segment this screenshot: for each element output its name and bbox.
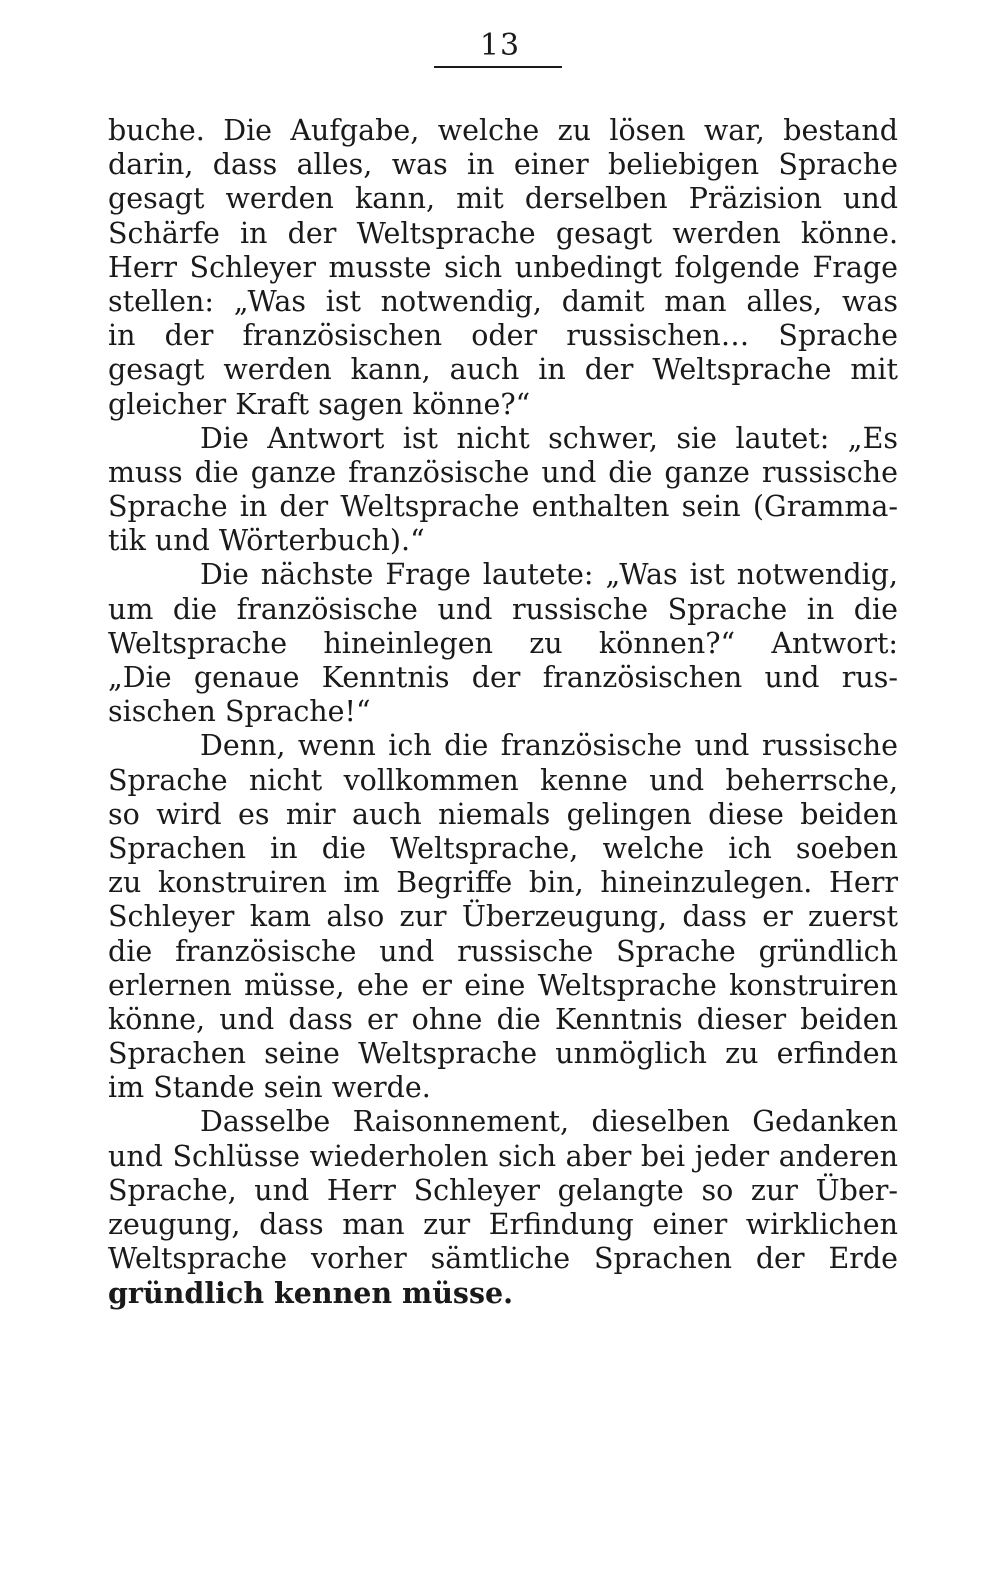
text-line: erlernen müsse, ehe er eine Weltsprache konstruiren [108,968,898,1002]
text-line: Sprache nicht vollkommen kenne und beherrsche, [108,763,898,797]
text-line: darin, dass alles, was in einer beliebigen Sprache [108,148,898,182]
text-line: in der französischen oder russischen… Sprache [108,319,898,353]
header-rule [434,66,562,68]
text-line: Schleyer kam also zur Überzeugung, dass er zuerst [108,900,898,934]
text-line: zu konstruiren im Begriffe bin, hineinzulegen. Herr [108,866,898,900]
text-line: um die französische und russische Sprache in die [108,592,898,626]
text-line: im Stande sein werde. [108,1071,431,1105]
text-line: Herr Schleyer musste sich unbedingt folgende Frage [108,250,898,284]
text-line: könne, und dass er ohne die Kenntnis dieser beiden [108,1002,898,1036]
text-line: gesagt werden kann, auch in der Weltsprache mit [108,353,898,387]
text-line: Sprache, und Herr Schleyer gelangte so zur Über- [108,1173,898,1207]
body-text [108,114,898,1311]
text-line: zeugung, dass man zur Erfindung einer wirklichen [108,1208,898,1241]
text-line: und Schlüsse wiederholen sich aber bei jeder anderen [108,1139,898,1173]
text-line: tik und Wörterbuch).“ [108,524,425,558]
text-line: sischen Sprache!“ [108,695,371,729]
text-line: gesagt werden kann, mit derselben Präzision und [108,182,898,216]
text-line: Schärfe in der Weltsprache gesagt werden könne. [108,216,898,250]
text-line: Denn, wenn ich die französische und russische [200,729,898,763]
text-line: Dasselbe Raisonnement, dieselben Gedanken [200,1105,898,1139]
text-line: die französische und russische Sprache gründlich [108,934,898,968]
text-line: stellen: „Was ist notwendig, damit man alles, was [108,284,898,318]
text-line: Weltsprache vorher sämtliche Sprachen der Erde [108,1242,898,1276]
text-line: so wird es mir auch niemals gelingen diese beiden [108,797,898,831]
text-line: Sprachen in die Weltsprache, welche ich soeben [108,831,898,865]
text-line: Weltsprache hineinlegen zu können?“ Antwort: [108,626,898,660]
text-line: muss die ganze französische und die ganze russische [108,455,898,489]
text-line: gleicher Kraft sagen könne?“ [108,387,531,421]
text-line: buche. Die Aufgabe, welche zu lösen war, bestand [108,114,898,147]
text-line: Die nächste Frage lautete: „Was ist notwendig, [200,558,898,592]
text-line: gründlich kennen müsse. [108,1276,514,1311]
text-line: Sprachen seine Weltsprache unmöglich zu erfinden [108,1037,898,1071]
text-line: „Die genaue Kenntnis der französischen und rus- [108,661,898,694]
text-line: Die Antwort ist nicht schwer, sie lautet: „Es [200,421,898,455]
text-line: Sprache in der Weltsprache enthalten sein (Gramma- [108,490,898,524]
page-number: 13 [479,28,521,63]
